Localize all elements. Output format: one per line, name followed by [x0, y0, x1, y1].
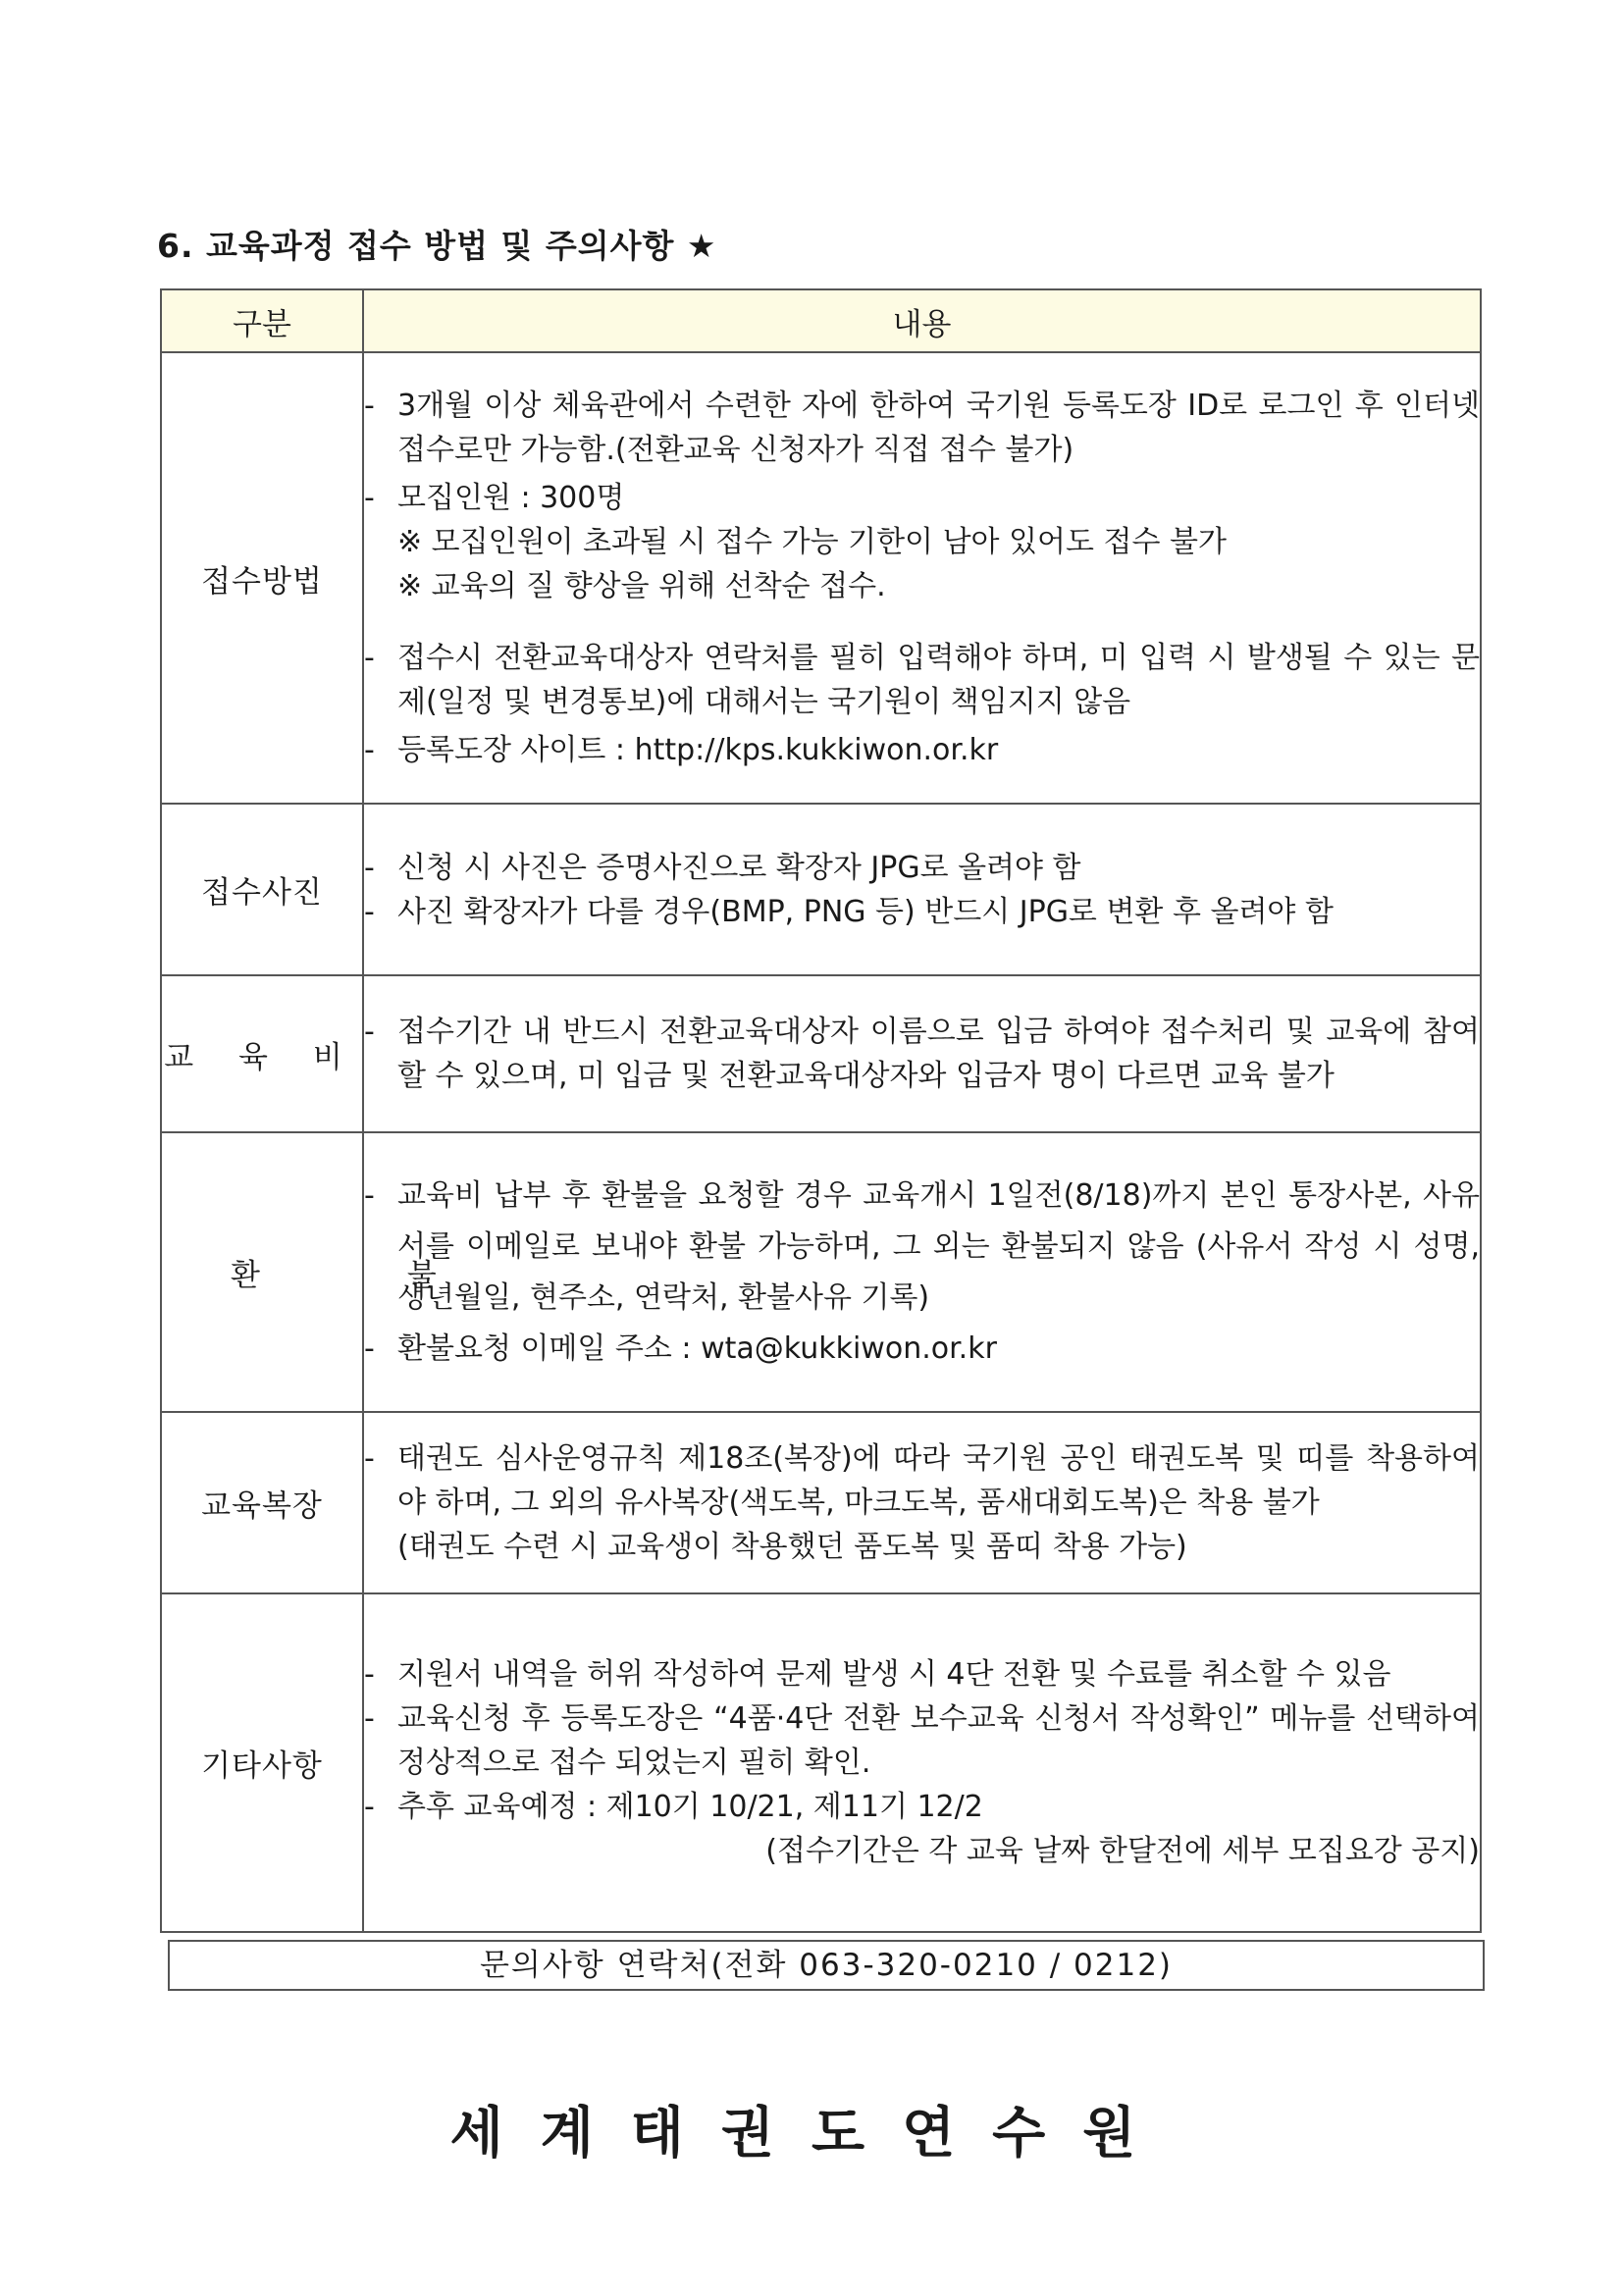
list-item: - 환불요청 이메일 주소 : wta@kukkiwon.or.kr [364, 1331, 997, 1366]
list-item: - 접수기간 내 반드시 전환교육대상자 이름으로 입금 하여야 접수처리 및 교육에 참여할 수 있으며, 미 입금 및 전환교육대상자와 입금자 명이 다르면 교육 불가 [364, 1015, 1480, 1093]
list-item: - 사진 확장자가 다를 경우(BMP, PNG 등) 반드시 JPG로 변환 후 올려야 함 [364, 894, 1334, 929]
section-title: 6. 교육과정 접수 방법 및 주의사항 ★ [157, 227, 717, 265]
note-text: ※ 교육의 질 향상을 위해 선착순 접수. [397, 569, 886, 603]
list-item: - 등록도장 사이트 : http://kps.kukkiwon.or.kr [364, 733, 999, 767]
list-item: - 접수시 전환교육대상자 연락처를 필히 입력해야 하며, 미 입력 시 발생될 수 있는 문제(일정 및 변경통보)에 대해서는 국기원이 책임지지 않음 [364, 641, 1480, 719]
list-item: - 교육비 납부 후 환불을 요청할 경우 교육개시 1일전(8/18)까지 본인 통장사본, 사유서를 이메일로 보내야 환불 가능하며, 그 외는 환불되지 않음 (사유서 작성 시 성명, 생년월일, 현주소, 연락처, 환불사유 기록) [364, 1177, 1480, 1315]
table-row [161, 352, 1481, 804]
row-category: 접수방법 [161, 352, 363, 804]
row-content [363, 975, 1481, 1132]
table-row [161, 1593, 1481, 1932]
note-text: ※ 모집인원이 초과될 시 접수 가능 기한이 남아 있어도 접수 불가 [397, 525, 1227, 559]
row-category: 교육복장 [161, 1412, 363, 1593]
table-row [161, 1412, 1481, 1593]
row-content [363, 352, 1481, 804]
list-item: - 3개월 이상 체육관에서 수련한 자에 한하여 국기원 등록도장 ID로 로그인 후 인터넷 접수로만 가능함.(전환교육 신청자가 직접 접수 불가) [364, 389, 1480, 467]
table-row [161, 804, 1481, 975]
info-table [160, 288, 1482, 1933]
note-text: (접수기간은 각 교육 날짜 한달전에 세부 모집요강 공지) [765, 1834, 1480, 1868]
row-category: 접수사진 [161, 804, 363, 975]
list-item: - 신청 시 사진은 증명사진으로 확장자 JPG로 올려야 함 [364, 850, 1081, 885]
list-item: - 교육신청 후 등록도장은 “4품·4단 전환 보수교육 신청서 작성확인” 메뉴를 선택하여 정상적으로 접수 되었는지 필히 확인. [364, 1701, 1480, 1780]
header-content: 내용 [363, 289, 1481, 352]
table-header-row [161, 289, 1481, 352]
row-content [363, 1412, 1481, 1593]
note-text: (태권도 수련 시 교육생이 착용했던 품도복 및 품띠 착용 가능) [397, 1530, 1187, 1564]
list-item: - 지원서 내역을 허위 작성하여 문제 발생 시 4단 전환 및 수료를 취소할 수 있음 [364, 1657, 1391, 1692]
row-category: 교 육 비 [161, 975, 363, 1132]
list-item: - 태권도 심사운영규칙 제18조(복장)에 따라 국기원 공인 태권도복 및 띠를 착용하여야 하며, 그 외의 유사복장(색도복, 마크도복, 품새대회도복)은 착용 불가 [364, 1441, 1480, 1520]
list-item: - 추후 교육예정 : 제10기 10/21, 제11기 12/2 [364, 1790, 983, 1824]
row-content [363, 1132, 1481, 1412]
row-category: 기타사항 [161, 1593, 363, 1932]
contact-info: 문의사항 연락처(전화 063-320-0210 / 0212) [168, 1940, 1485, 1991]
table-row [161, 975, 1481, 1132]
row-content [363, 1593, 1481, 1932]
header-category: 구분 [161, 289, 363, 352]
organization-name: 세계태권도연수원 [449, 2102, 1174, 2166]
list-item: - 모집인원 : 300명 [364, 481, 625, 515]
row-category: 환 불 [161, 1132, 363, 1412]
table-row [161, 1132, 1481, 1412]
row-content [363, 804, 1481, 975]
